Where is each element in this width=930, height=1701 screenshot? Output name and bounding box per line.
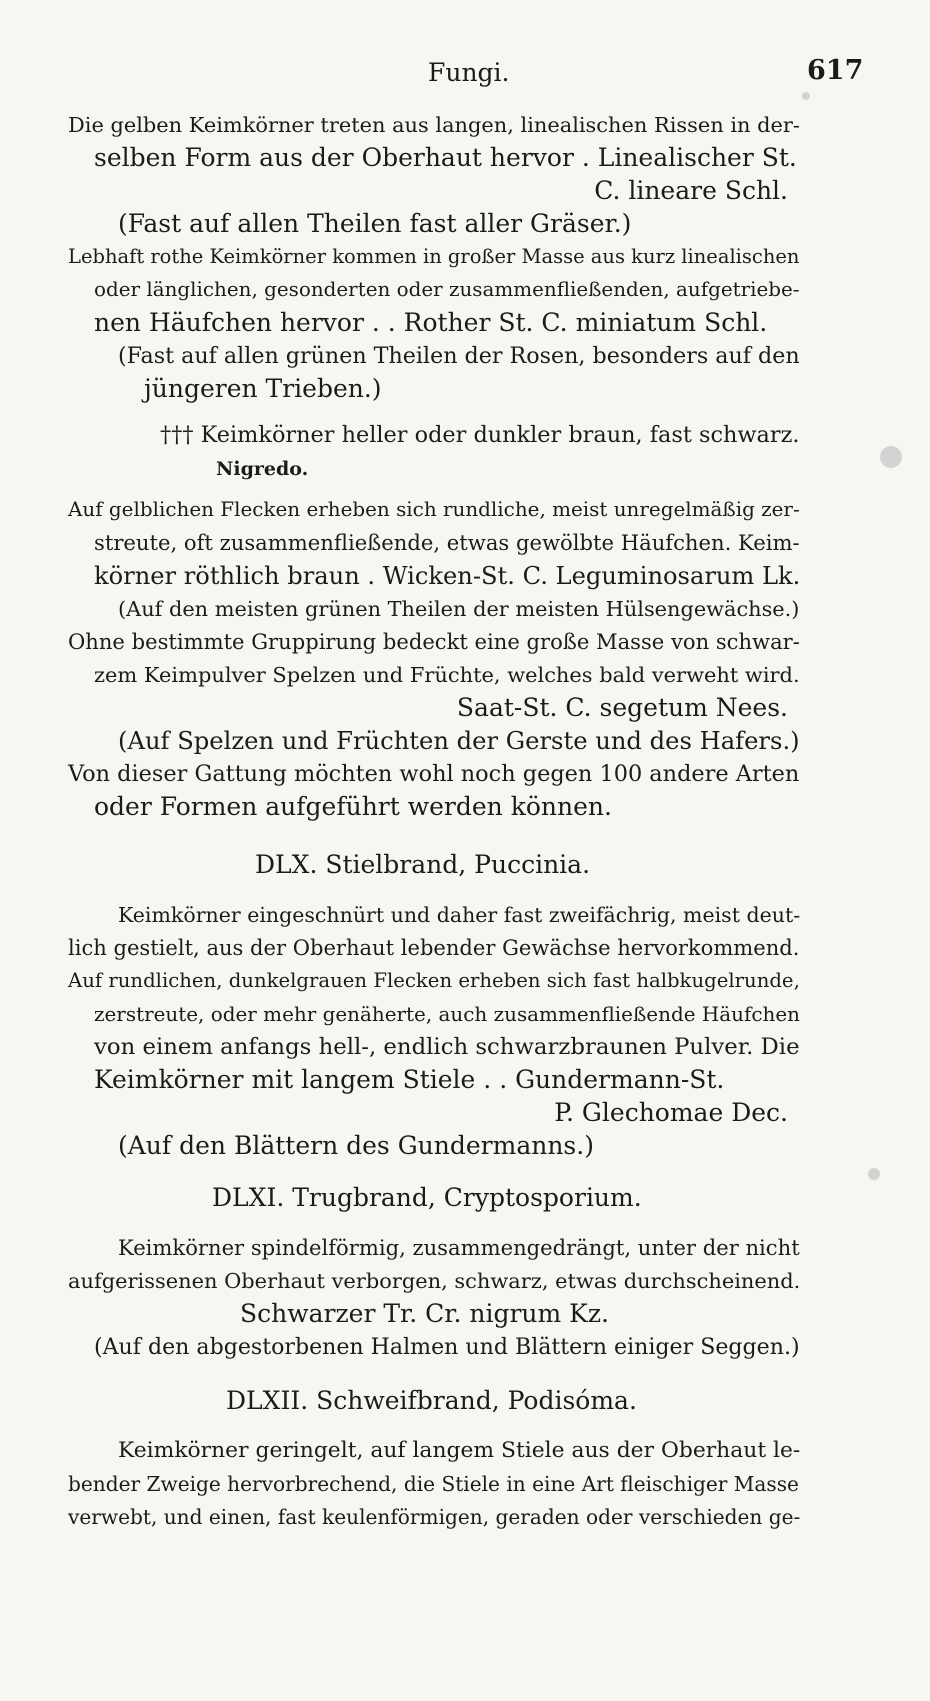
- text-line: aufgerissenen Oberhaut verborgen, schwarz, etwas durchscheinend.: [68, 1269, 801, 1293]
- text-line: oder Formen aufgeführt werden können.: [94, 792, 612, 821]
- text-line: bender Zweige hervorbrechend, die Stiele in eine Art fleischiger Masse: [68, 1472, 799, 1496]
- text-line: verwebt, und einen, fast keulenförmigen, geraden oder verschieden ge-: [68, 1505, 801, 1529]
- text-line: Von dieser Gattung möchten wohl noch gegen 100 andere Arten: [68, 761, 800, 787]
- text-line: körner röthlich braun . Wicken-St. C. Leguminosarum Lk.: [94, 562, 801, 590]
- section-heading: DLX. Stielbrand, Puccinia.: [255, 850, 591, 879]
- habitat-note: jüngeren Trieben.): [144, 374, 382, 403]
- paper-speck: [802, 92, 810, 100]
- text-line: Lebhaft rothe Keimkörner kommen in großer Masse aus kurz linealischen: [68, 245, 800, 268]
- text-line: Auf rundlichen, dunkelgrauen Flecken erheben sich fast halbkugelrunde,: [68, 969, 800, 992]
- text-line: zem Keimpulver Spelzen und Früchte, welches bald verweht wird.: [94, 663, 800, 687]
- habitat-note: (Auf Spelzen und Früchten der Gerste und des Hafers.): [118, 727, 800, 755]
- text-line: selben Form aus der Oberhaut hervor . Linealischer St.: [94, 143, 797, 172]
- habitat-note: (Fast auf allen grünen Theilen der Rosen, besonders auf den: [118, 343, 800, 369]
- species-name: Schwarzer Tr. Cr. nigrum Kz.: [240, 1299, 609, 1328]
- paper-speck: [880, 446, 902, 468]
- text-line: Keimkörner geringelt, auf langem Stiele aus der Oberhaut le-: [118, 1438, 801, 1463]
- species-name: C. lineare Schl.: [594, 176, 788, 205]
- subgroup-latin: Nigredo.: [216, 458, 309, 480]
- text-line: Keimkörner spindelförmig, zusammengedrängt, unter der nicht: [118, 1235, 800, 1260]
- text-line: Keimkörner eingeschnürt und daher fast zweifächrig, meist deut-: [118, 903, 801, 927]
- text-line: lich gestielt, aus der Oberhaut lebender Gewächse hervorkommend.: [68, 935, 800, 960]
- section-heading: DLXII. Schweifbrand, Podisóma.: [226, 1386, 637, 1415]
- species-name: P. Glechomae Dec.: [554, 1098, 788, 1127]
- paper-speck: [868, 1168, 880, 1180]
- page-number: 617: [807, 55, 864, 86]
- text-line: Die gelben Keimkörner treten aus langen, linealischen Rissen in der-: [68, 113, 800, 137]
- text-line: nen Häufchen hervor . . Rother St. C. miniatum Schl.: [94, 308, 768, 337]
- text-line: streute, oft zusammenfließende, etwas gewölbte Häufchen. Keim-: [94, 530, 800, 555]
- text-line: Ohne bestimmte Gruppirung bedeckt eine große Masse von schwar-: [68, 629, 800, 654]
- text-line: Keimkörner mit langem Stiele . . Gundermann-St.: [94, 1065, 725, 1094]
- subgroup-heading: ††† Keimkörner heller oder dunkler braun, fast schwarz.: [160, 422, 800, 448]
- text-line: zerstreute, oder mehr genäherte, auch zusammenfließende Häufchen: [94, 1002, 800, 1026]
- habitat-note: (Auf den meisten grünen Theilen der meisten Hülsengewächse.): [118, 597, 800, 621]
- habitat-note: (Auf den abgestorbenen Halmen und Blättern einiger Seggen.): [94, 1334, 800, 1360]
- section-heading: DLXI. Trugbrand, Cryptosporium.: [212, 1183, 642, 1212]
- running-header: Fungi.: [428, 58, 510, 87]
- text-line: Auf gelblichen Flecken erheben sich rundliche, meist unregelmäßig zer-: [68, 498, 800, 521]
- text-line: von einem anfangs hell-, endlich schwarzbraunen Pulver. Die: [94, 1034, 800, 1060]
- text-line: oder länglichen, gesonderten oder zusammenfließenden, aufgetriebe-: [94, 278, 800, 301]
- habitat-note: (Auf den Blättern des Gundermanns.): [118, 1131, 594, 1160]
- species-name: Saat-St. C. segetum Nees.: [456, 693, 788, 722]
- habitat-note: (Fast auf allen Theilen fast aller Gräser.): [118, 209, 632, 238]
